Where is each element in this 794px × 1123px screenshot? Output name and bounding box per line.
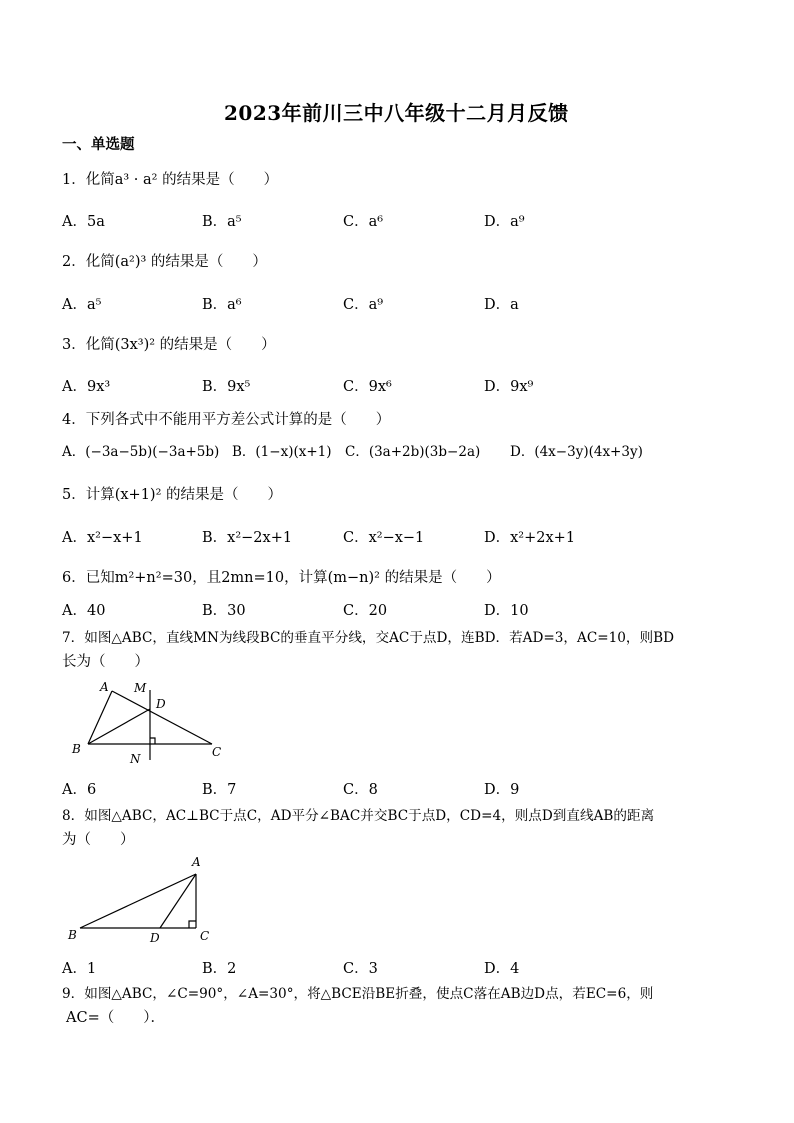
q8-label-c: C xyxy=(200,929,210,943)
question-2-stem: 2．化简(a²)³ 的结果是（ ） xyxy=(62,254,267,270)
question-5-option-d[interactable]: D．x²+2x+1 xyxy=(484,530,576,546)
q7-label-c: C xyxy=(212,745,222,759)
question-6-option-c[interactable]: C．20 xyxy=(343,603,388,619)
question-6-option-b[interactable]: B．30 xyxy=(202,603,246,619)
question-2-option-b[interactable]: B．a⁶ xyxy=(202,297,242,313)
q7-label-b: B xyxy=(72,742,81,756)
question-8-option-a[interactable]: A．1 xyxy=(62,961,97,977)
question-5-option-b[interactable]: B．x²−2x+1 xyxy=(202,530,293,546)
question-8-figure xyxy=(64,852,224,947)
question-7-stem-line2: 长为（ ） xyxy=(62,654,149,670)
question-5-option-c[interactable]: C．x²−x−1 xyxy=(343,530,425,546)
question-1-stem: 1．化简a³ · a² 的结果是（ ） xyxy=(62,172,279,188)
question-7-option-b[interactable]: B．7 xyxy=(202,782,237,798)
q7-label-m: M xyxy=(134,681,147,695)
q8-label-a: A xyxy=(192,855,201,869)
question-3-option-c[interactable]: C．9x⁶ xyxy=(343,379,392,395)
question-7-option-a[interactable]: A．6 xyxy=(62,782,97,798)
question-5-stem: 5．计算(x+1)² 的结果是（ ） xyxy=(62,487,283,503)
question-4-option-c[interactable]: C．(3a+2b)(3b−2a) xyxy=(345,444,481,460)
question-6-stem: 6．已知m²+n²=30，且2mn=10，计算(m−n)² 的结果是（ ） xyxy=(62,570,501,586)
section-heading: 一、单选题 xyxy=(62,136,135,153)
question-2-option-a[interactable]: A．a⁵ xyxy=(62,297,102,313)
question-2-option-d[interactable]: D．a xyxy=(484,297,519,313)
question-9-stem-line2: AC=（ ）． xyxy=(66,1010,165,1026)
question-3-stem: 3．化简(3x³)² 的结果是（ ） xyxy=(62,337,276,353)
question-1-option-b[interactable]: B．a⁵ xyxy=(202,214,242,230)
question-7-stem-line1: 7．如图△ABC，直线MN为线段BC的垂直平分线，交AC于点D，连BD．若AD=3，AC=10，则BD xyxy=(62,630,675,646)
question-3-option-d[interactable]: D．9x⁹ xyxy=(484,379,534,395)
question-1-option-c[interactable]: C．a⁶ xyxy=(343,214,384,230)
question-1-option-d[interactable]: D．a⁹ xyxy=(484,214,525,230)
question-4-option-b[interactable]: B．(1−x)(x+1) xyxy=(232,444,332,460)
question-8-option-c[interactable]: C．3 xyxy=(343,961,378,977)
q7-label-a: A xyxy=(100,680,109,694)
question-7-option-c[interactable]: C．8 xyxy=(343,782,378,798)
question-8-stem-line1: 8．如图△ABC，AC⊥BC于点C，AD平分∠BAC并交BC于点D，CD=4，则点D到直线AB的距离 xyxy=(62,808,655,824)
question-7-option-d[interactable]: D．9 xyxy=(484,782,520,798)
q7-label-n: N xyxy=(130,752,141,766)
q7-label-d: D xyxy=(156,697,166,711)
question-5-option-a[interactable]: A．x²−x+1 xyxy=(62,530,143,546)
question-4-stem: 4．下列各式中不能用平方差公式计算的是（ ） xyxy=(62,412,391,428)
question-6-option-a[interactable]: A．40 xyxy=(62,603,106,619)
question-3-option-b[interactable]: B．9x⁵ xyxy=(202,379,251,395)
question-7-figure xyxy=(66,676,236,776)
question-8-option-d[interactable]: D．4 xyxy=(484,961,520,977)
question-4-option-a[interactable]: A．(−3a−5b)(−3a+5b) xyxy=(62,444,220,460)
question-2-option-c[interactable]: C．a⁹ xyxy=(343,297,384,313)
question-1-option-a[interactable]: A．5a xyxy=(62,214,105,230)
q8-label-b: B xyxy=(68,928,77,942)
question-6-option-d[interactable]: D．10 xyxy=(484,603,529,619)
question-8-option-b[interactable]: B．2 xyxy=(202,961,237,977)
q8-label-d: D xyxy=(150,931,160,945)
page-title: 2023年前川三中八年级十二月月反馈 xyxy=(224,101,569,125)
question-9-stem-line1: 9．如图△ABC，∠C=90°，∠A=30°，将△BCE沿BE折叠，使点C落在AB边D点，若EC=6，则 xyxy=(62,986,654,1002)
question-3-option-a[interactable]: A．9x³ xyxy=(62,379,111,395)
question-4-option-d[interactable]: D．(4x−3y)(4x+3y) xyxy=(510,444,643,460)
question-8-stem-line2: 为（ ） xyxy=(62,832,135,848)
